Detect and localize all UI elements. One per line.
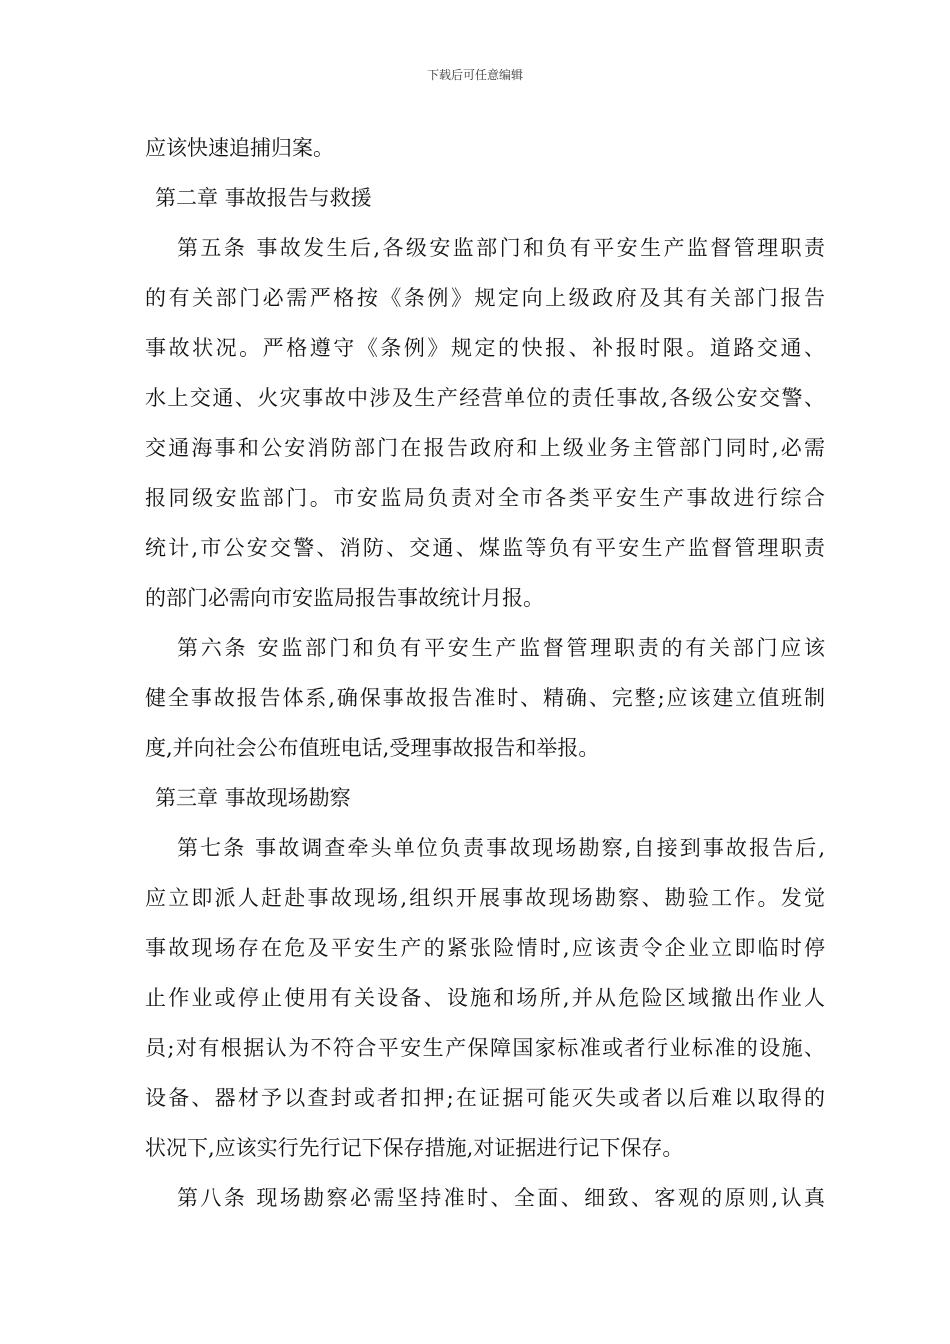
text-line: 第七条 事故调查牵头单位负责事故现场勘察,自接到事故报告后, — [177, 836, 825, 860]
text-line: 事故现场存在危及平安生产的紧张险情时,应该责令企业立即临时停 — [145, 936, 825, 960]
text-line: 交通海事和公安消防部门在报告政府和上级业务主管部门同时,必需 — [145, 436, 825, 460]
text-line: 止作业或停止使用有关设备、设施和场所,并从危险区域撤出作业人 — [145, 986, 825, 1010]
text-line: 的有关部门必需严格按《条例》规定向上级政府及其有关部门报告 — [145, 286, 825, 310]
text-line: 的部门必需向市安监局报告事故统计月报。 — [145, 586, 544, 610]
text-line: 状况下,应该实行先行记下保存措施,对证据进行记下保存。 — [145, 1136, 684, 1160]
text-line: 员;对有根据认为不符合平安生产保障国家标准或者行业标准的设施、 — [145, 1036, 825, 1060]
text-line: 第五条 事故发生后,各级安监部门和负有平安生产监督管理职责 — [177, 236, 825, 260]
text-line: 健全事故报告体系,确保事故报告准时、精确、完整;应该建立值班制 — [145, 686, 825, 710]
text-line: 设备、器材予以查封或者扣押;在证据可能灭失或者以后难以取得的 — [145, 1086, 825, 1110]
text-line: 度,并向社会公布值班电话,受理事故报告和举报。 — [145, 736, 600, 760]
text-line: 第八条 现场勘察必需坚持准时、全面、细致、客观的原则,认真 — [177, 1186, 825, 1210]
text-line: 报同级安监部门。市安监局负责对全市各类平安生产事故进行综合 — [145, 486, 825, 510]
page-header: 下载后可任意编辑 — [426, 68, 523, 82]
text-line: 第二章 事故报告与救援 — [155, 186, 372, 210]
text-line: 统计,市公安交警、消防、交通、煤监等负有平安生产监督管理职责 — [145, 536, 825, 560]
text-line: 应立即派人赶赴事故现场,组织开展事故现场勘察、勘验工作。发觉 — [145, 886, 825, 910]
text-line: 第三章 事故现场勘察 — [155, 786, 351, 810]
text-line: 应该快速追捕归案。 — [145, 136, 334, 160]
text-line: 第六条 安监部门和负有平安生产监督管理职责的有关部门应该 — [177, 636, 825, 660]
text-line: 事故状况。严格遵守《条例》规定的快报、补报时限。道路交通、 — [145, 336, 825, 360]
text-line: 水上交通、火灾事故中涉及生产经营单位的责任事故,各级公安交警、 — [145, 386, 825, 410]
